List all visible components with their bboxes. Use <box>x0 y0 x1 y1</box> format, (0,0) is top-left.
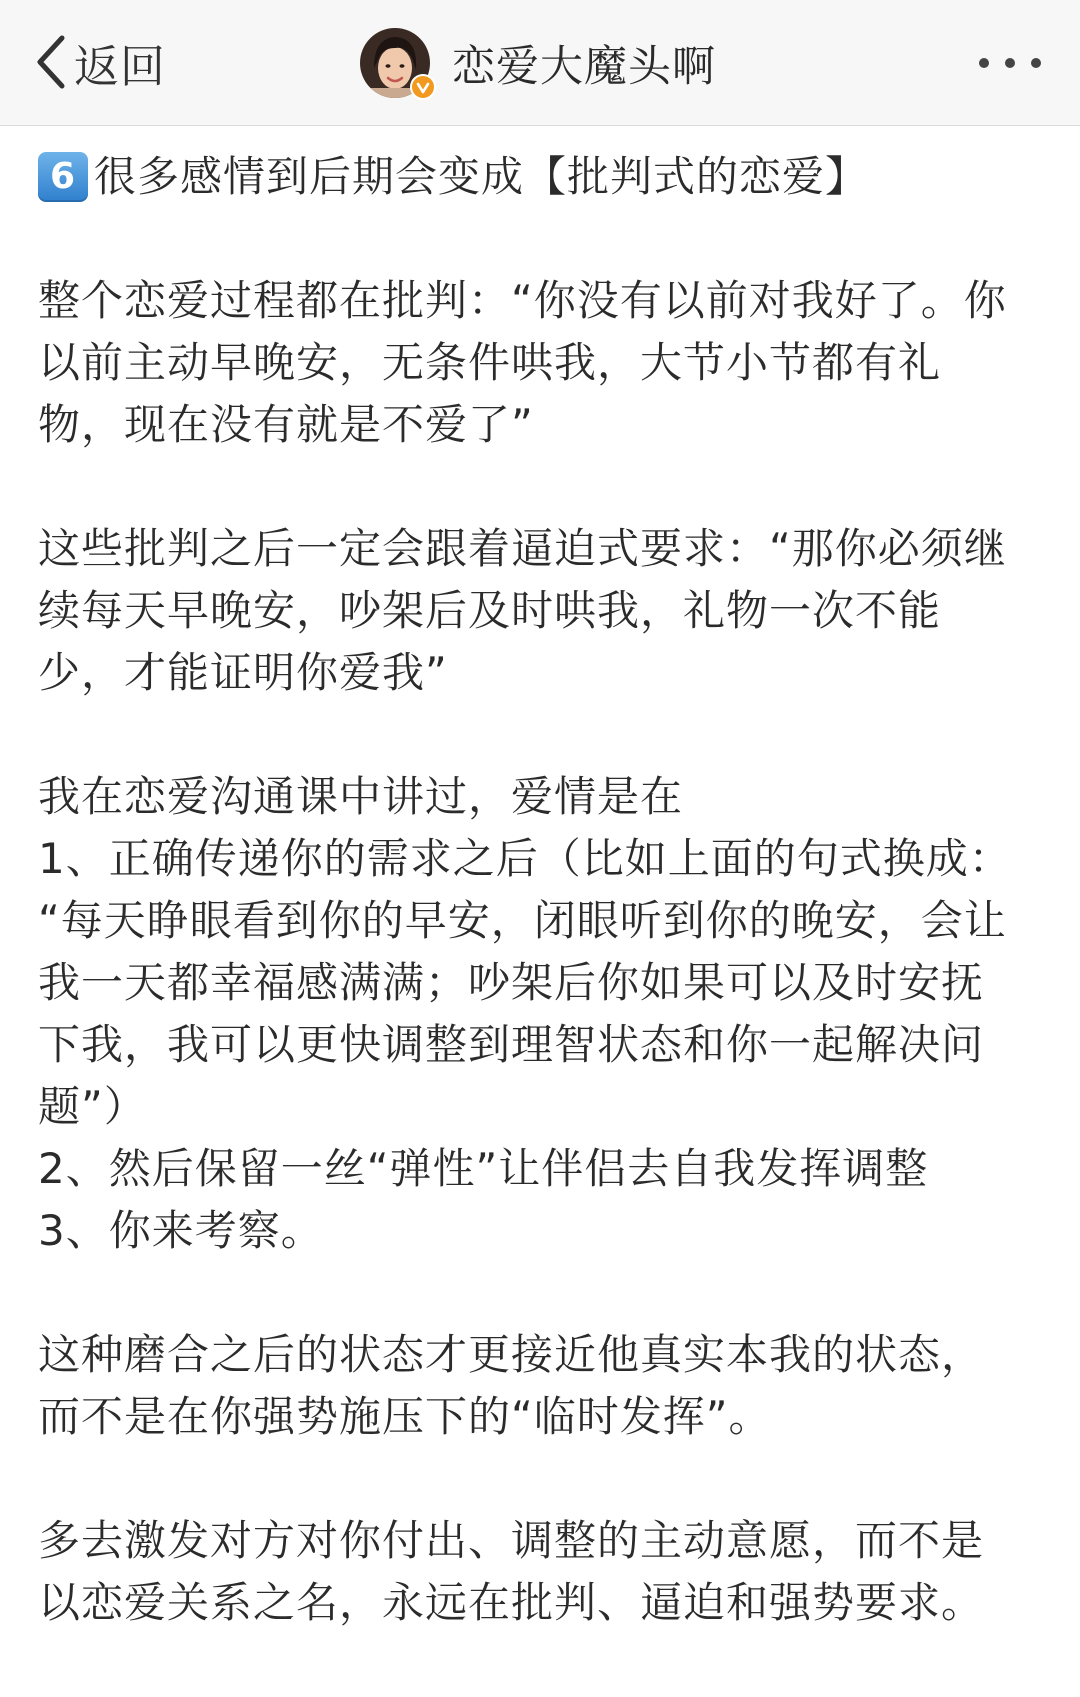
text-line: 以前主动早晚安，无条件哄我，大节小节都有礼 <box>38 338 942 387</box>
text-line: 整个恋爱过程都在批判：“你没有以前对我好了。你 <box>38 276 1007 325</box>
paragraph-gap <box>38 704 1048 766</box>
paragraph-5 <box>38 1510 1048 1634</box>
text-line: 物，现在没有就是不爱了” <box>38 400 534 449</box>
text-line: 题”） <box>38 1082 147 1131</box>
avatar[interactable] <box>360 28 430 98</box>
text-line: “每天睁眼看到你的早安，闭眼听到你的晚安，会让 <box>38 896 1007 945</box>
text-line: 1、正确传递你的需求之后（比如上面的句式换成： <box>38 834 1012 883</box>
text-line: 续每天早晚安，吵架后及时哄我，礼物一次不能 <box>38 586 942 635</box>
chevron-left-icon <box>34 34 68 90</box>
paragraph-3 <box>38 766 1048 1262</box>
paragraph-1 <box>38 270 1048 456</box>
back-label: 返回 <box>74 39 167 93</box>
post-body <box>38 146 1048 1634</box>
text-line: 多去激发对方对你付出、调整的主动意愿，而不是 <box>38 1516 985 1565</box>
verified-badge-icon <box>410 74 436 100</box>
text-line: 而不是在你强势施压下的“临时发挥”。 <box>38 1392 772 1441</box>
paragraph-2 <box>38 518 1048 704</box>
text-line: 我一天都幸福感满满；吵架后你如果可以及时安抚 <box>38 958 985 1007</box>
back-button[interactable] <box>34 30 166 94</box>
paragraph-gap <box>38 456 1048 518</box>
text-line: 以恋爱关系之名，永远在批判、逼迫和强势要求。 <box>38 1578 985 1627</box>
text-line: 少，才能证明你爱我” <box>38 648 448 697</box>
paragraph-gap <box>38 1262 1048 1324</box>
account-profile[interactable] <box>360 26 716 100</box>
account-name[interactable]: 恋爱大魔头啊 <box>452 41 716 92</box>
paragraph-gap <box>38 208 1048 270</box>
number-six-icon: 6 <box>38 152 88 202</box>
post-heading-text: 很多感情到后期会变成【批判式的恋爱】 <box>94 152 869 201</box>
paragraph-4 <box>38 1324 1048 1448</box>
text-line: 下我，我可以更快调整到理智状态和你一起解决问 <box>38 1020 985 1069</box>
text-line: 2、然后保留一丝“弹性”让伴侣去自我发挥调整 <box>38 1144 929 1193</box>
text-line: 这种磨合之后的状态才更接近他真实本我的状态， <box>38 1330 985 1379</box>
more-dots-icon[interactable] <box>974 46 1046 80</box>
text-line: 这些批判之后一定会跟着逼迫式要求：“那你必须继 <box>38 524 1007 573</box>
post-heading <box>38 146 1048 208</box>
top-navigation-bar <box>0 0 1080 126</box>
paragraph-gap <box>38 1448 1048 1510</box>
text-line: 我在恋爱沟通课中讲过，爱情是在 <box>38 772 684 821</box>
text-line: 3、你来考察。 <box>38 1206 324 1255</box>
